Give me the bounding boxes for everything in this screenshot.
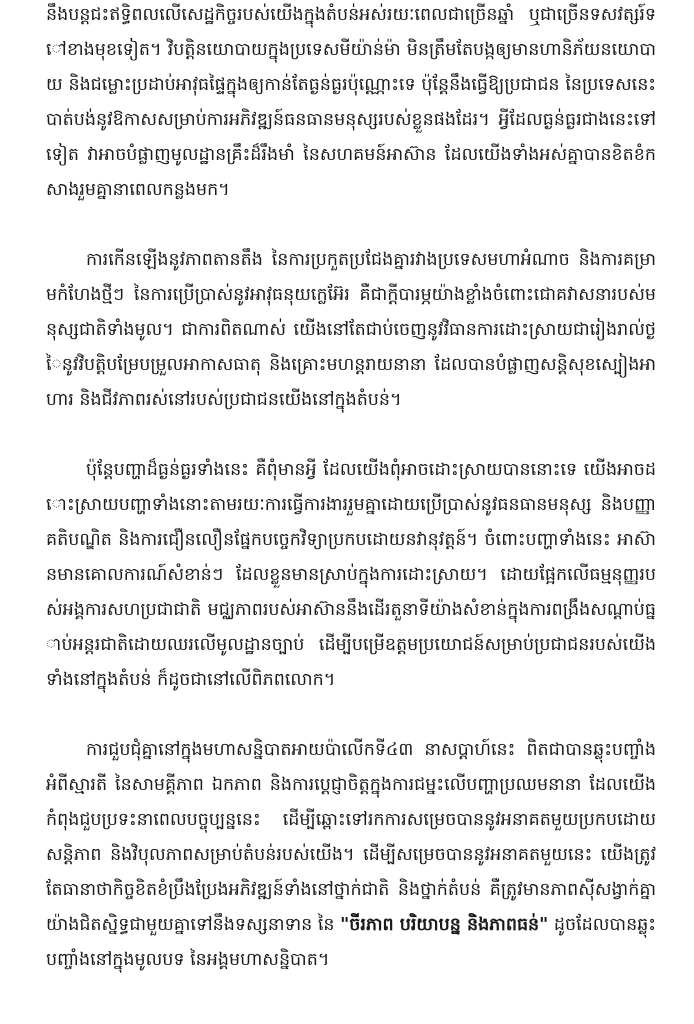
- paragraph-gap: [46, 208, 656, 243]
- paragraph-3: ប៉ុន្តែបញ្ហាដ៏ធ្ងន់ធ្ងរទាំងនេះ គឺពុំមានអ្វី ដែលយើងពុំអាចដោះស្រាយបាននោះទេ យើងអាចដោះស្រាយបញ្ហាទាំងនោះតាមរយៈការធ្វើការងាររួមគ្នាដោយប្រើប្រាស់នូវធនធានមនុស្ស និងបញ្ញាគតិបណ្ឌិត និងការជឿនលឿនផ្នែកបច្ចេកវិទ្យាប្រកបដោយនវានុវត្តន៍។ ចំពោះបញ្ហាទាំងនេះ អាស៊ានមានគោលការណ៍សំខាន់ៗ ដែលខ្លួនមានស្រាប់ក្នុងការដោះស្រាយ។ ដោយផ្អែកលើធម្មនុញ្ញរបស់អង្គការសហប្រជាជាតិ មជ្ឈភាពរបស់អាស៊ាននឹងដើរតួនាទីយ៉ាងសំខាន់ក្នុងការពង្រឹងសណ្តាប់ធ្នាប់អន្តរជាតិដោយឈរលើមូលដ្ឋានច្បាប់ ដើម្បីបម្រើឧត្តមប្រយោជន៍សម្រាប់ប្រជាជនរបស់យើងទាំងនៅក្នុងតំបន់ ក៏ដូចជានៅលើពិភពលោក។: [46, 460, 656, 690]
- document-page: [46, 0, 656, 1024]
- paragraph-2: ការកើនឡើងនូវភាពតានតឹង នៃការប្រកួតប្រជែងគ្នារវាងប្រទេសមហាអំណាច និងការគម្រាមកំហែងថ្មីៗ នៃការប្រើប្រាស់នូវអាវុធនុយក្លេអ៊ែរ គឺជាក្តីបារម្ភយ៉ាងខ្លាំងចំពោះជោគវាសនារបស់មនុស្សជាតិទាំងមូល។ ជាការពិតណាស់ យើងនៅតែជាប់ចេញនូវវិធានការដោះស្រាយជារៀងរាល់ថ្ងៃនូវវិបត្តិបម្រែបម្រួលអាកាសធាតុ និងគ្រោះមហន្តរាយនានា ដែលបានបំផ្លាញសន្តិសុខស្បៀងអាហារ និងជីវភាពរស់នៅរបស់ប្រជាជនយើងនៅក្នុងតំបន់។: [46, 250, 656, 410]
- paragraph-4-text-after: ដូចដែលបានឆ្លុះបញ្ចាំងនៅក្នុងមូលបទ នៃអង្គមហាសន្និបាត។: [46, 915, 656, 970]
- paragraph-4-bold-theme: "ចីរភាព បរិយាបន្ន និងភាពធន់": [340, 915, 549, 935]
- paragraph-1: នឹងបន្តជះឥទ្ធិពលលើសេដ្ឋកិច្ចរបស់យើងក្នុងតំបន់អស់រយៈពេលជាច្រើនឆ្នាំ ឬជាច្រើនទសវត្សរ៍ទៅខាងមុខទៀត។ វិបត្តិនយោបាយក្នុងប្រទេសមីយ៉ាន់ម៉ា មិនត្រឹមតែបង្កឲ្យមានហានិភ័យនយោបាយ និងជម្លោះប្រដាប់អាវុធផ្ទៃក្នុងឲ្យកាន់តែធ្ងន់ធ្ងរប៉ុណ្ណោះទេ ប៉ុន្តែនឹងធ្វើឱ្យប្រជាជន នៃប្រទេសនេះ បាត់បង់នូវឱកាសសម្រាប់ការអភិវឌ្ឍន៍ធនធានមនុស្សរបស់ខ្លួនផងដែរ។ អ្វីដែលធ្ងន់ធ្ងរជាងនេះទៅទៀត វាអាចបំផ្លាញមូលដ្ឋានគ្រឹះដ៏រឹងមាំ នៃសហគមន៍អាស៊ាន ដែលយើងទាំងអស់គ្នាបានខិតខំកសាងរួមគ្នានាពេលកន្លងមក។: [46, 5, 656, 200]
- paragraph-4-text-before: ការជួបជុំគ្នានៅក្នុងមហាសន្និបាតអាយប៉ាលើកទី៤៣ នាសប្តាហ៍នេះ ពិតជាបានឆ្លុះបញ្ចាំងអំពីស្មារតី នៃសាមគ្គីភាព ឯកភាព និងការប្តេជ្ញាចិត្តក្នុងការជម្នះលើបញ្ហាប្រឈមនានា ដែលយើងកំពុងជួបប្រទះនាពេលបច្ចុប្បន្ននេះ ដើម្បីឆ្ពោះទៅរកការសម្រេចបាននូវអនាគតមួយប្រកបដោយសន្តិភាព និងវិបុលភាពសម្រាប់តំបន់របស់យើង។ ដើម្បីសម្រេចបាននូវអនាគតមួយនេះ យើងត្រូវតែធានាថាកិច្ចខិតខំប្រឹងប្រែងអភិវឌ្ឍន៍ទាំងនៅថ្នាក់ជាតិ និងថ្នាក់តំបន់ គឺត្រូវមានភាពស៊ីសង្វាក់គ្នាយ៉ាងជិតស្និទ្ធជាមួយគ្នាទៅនឹងទស្សនាទាន នៃ: [46, 740, 656, 935]
- paragraph-gap: [46, 418, 656, 453]
- paragraph-gap: [46, 698, 656, 733]
- paragraph-4: [46, 733, 656, 978]
